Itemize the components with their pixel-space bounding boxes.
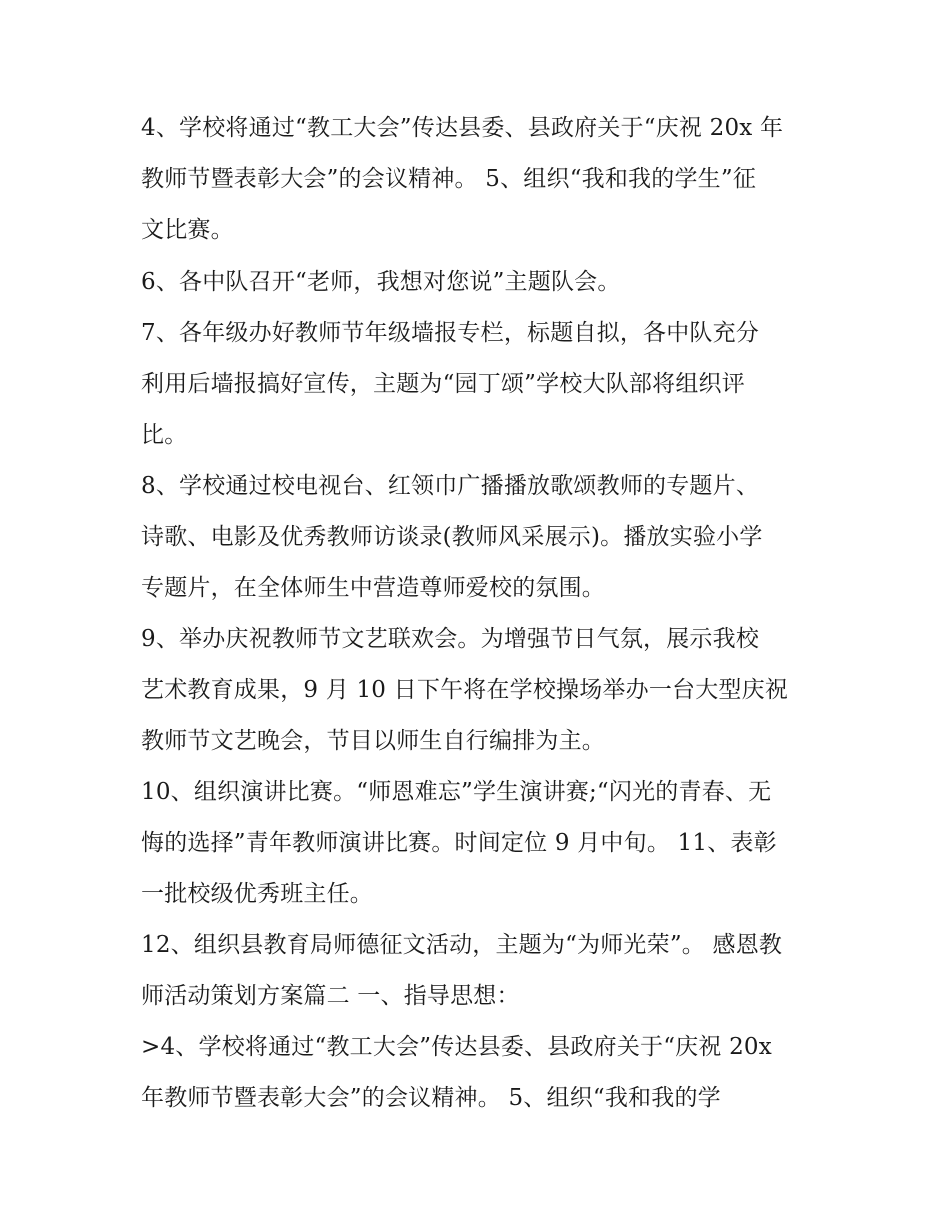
text-line: 师活动策划方案篇二 一、指导思想： xyxy=(141,983,520,1009)
text-line: 利用后墙报搞好宣传，主题为“园丁颂”学校大队部将组织评 xyxy=(141,371,745,397)
text-line: 文比赛。 xyxy=(141,217,234,243)
text-line: 6、各中队召开“老师，我想对您说”主题队会。 xyxy=(141,269,621,295)
text-line: 比。 xyxy=(141,422,188,448)
text-line: >4、学校将通过“教工大会”传达县委、县政府关于“庆祝 20x xyxy=(141,1034,772,1060)
text-line: 4、学校将通过“教工大会”传达县委、县政府关于“庆祝 20x 年 xyxy=(141,115,784,141)
text-line: 一批校级优秀班主任。 xyxy=(141,881,373,907)
text-line: 教师节文艺晚会，节目以师生自行编排为主。 xyxy=(141,728,605,754)
text-line: 诗歌、电影及优秀教师访谈录(教师风采展示)。播放实验小学 xyxy=(141,524,763,550)
text-line: 10、组织演讲比赛。“师恩难忘”学生演讲赛;“闪光的青春、无 xyxy=(141,779,772,805)
text-line: 8、学校通过校电视台、红领巾广播播放歌颂教师的专题片、 xyxy=(141,473,760,499)
text-line: 年教师节暨表彰大会”的会议精神。 5、组织“我和我的学 xyxy=(141,1085,721,1111)
text-line: 艺术教育成果，9 月 10 日下午将在学校操场举办一台大型庆祝 xyxy=(141,677,789,703)
text-line: 9、举办庆祝教师节文艺联欢会。为增强节日气氛，展示我校 xyxy=(141,626,760,652)
text-line: 悔的选择”青年教师演讲比赛。时间定位 9 月中旬。 11、表彰 xyxy=(141,830,777,856)
text-line: 12、组织县教育局师德征文活动，主题为“为师光荣”。 感恩教 xyxy=(141,932,783,958)
text-line: 教师节暨表彰大会”的会议精神。 5、组织“我和我的学生”征 xyxy=(141,166,757,192)
text-line: 7、各年级办好教师节年级墙报专栏，标题自拟，各中队充分 xyxy=(141,320,760,346)
text-line: 专题片，在全体师生中营造尊师爱校的氛围。 xyxy=(141,575,605,601)
